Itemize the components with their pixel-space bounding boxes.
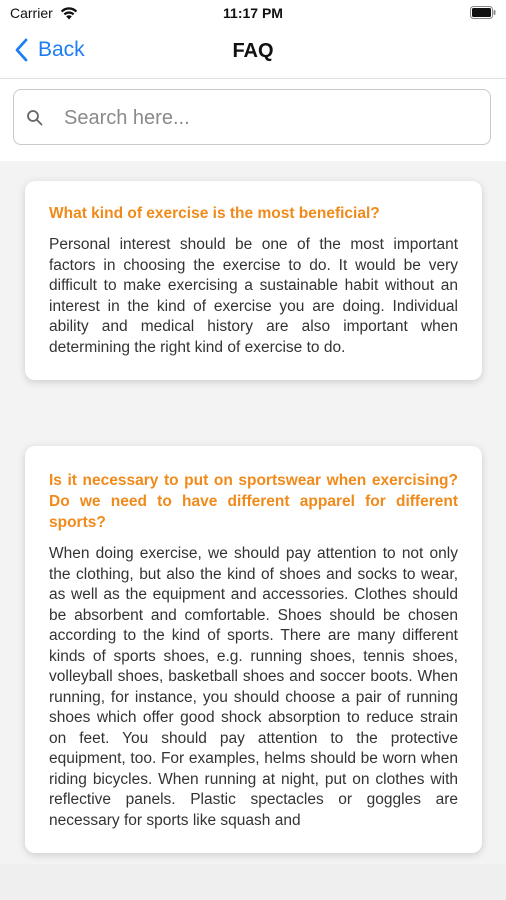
search-icon — [26, 109, 44, 127]
status-bar — [0, 0, 506, 28]
status-time: 11:17 PM — [223, 5, 283, 21]
back-label: Back — [38, 38, 85, 61]
page-title: FAQ — [232, 40, 274, 62]
faq-card[interactable] — [25, 181, 482, 380]
battery-icon — [470, 6, 496, 19]
search-input[interactable] — [62, 98, 486, 138]
faq-question: What kind of exercise is the most beneficial? — [49, 205, 380, 222]
faq-question: Is it necessary to put on sportswear when exercising? Do we need to have different apparel for different sports? — [49, 472, 458, 531]
carrier-label: Carrier — [10, 5, 53, 21]
home-indicator-area — [0, 864, 506, 900]
faq-card[interactable] — [25, 446, 482, 853]
faq-answer: When doing exercise, we should pay attention to not only the clothing, but also the kind of shoes and socks to wear, as well as the equipment and accessories. Clothes should be absorbent and comfortable. Shoes should be chosen according to the kind of sports. There are many different kinds of sports shoes, e.g. running shoes, tennis shoes, volleyball shoes, basketball shoes and soccer boots. When running, for instance, you should choose a pair of running shoes which offer good shock absorption to reduce strain on feet. You should pay attention to the protective equipment, too. For examples, helms should be worn when riding bicycles. When running at night, put on clothes with reflective panels. Plastic spectacles or goggles are necessary for sports like squash and — [49, 545, 458, 829]
navigation-bar — [0, 28, 506, 79]
search-section — [0, 79, 506, 161]
search-box[interactable] — [13, 89, 491, 145]
faq-list[interactable] — [0, 161, 506, 864]
faq-answer: Personal interest should be one of the most important factors in choosing the exercise to do. It would be very difficult to make exercising a sustainable habit without an interest in the kind of exercise you are doing. Individual ability and medical history are also important when determining the right kind of exercise to do. — [49, 236, 458, 356]
